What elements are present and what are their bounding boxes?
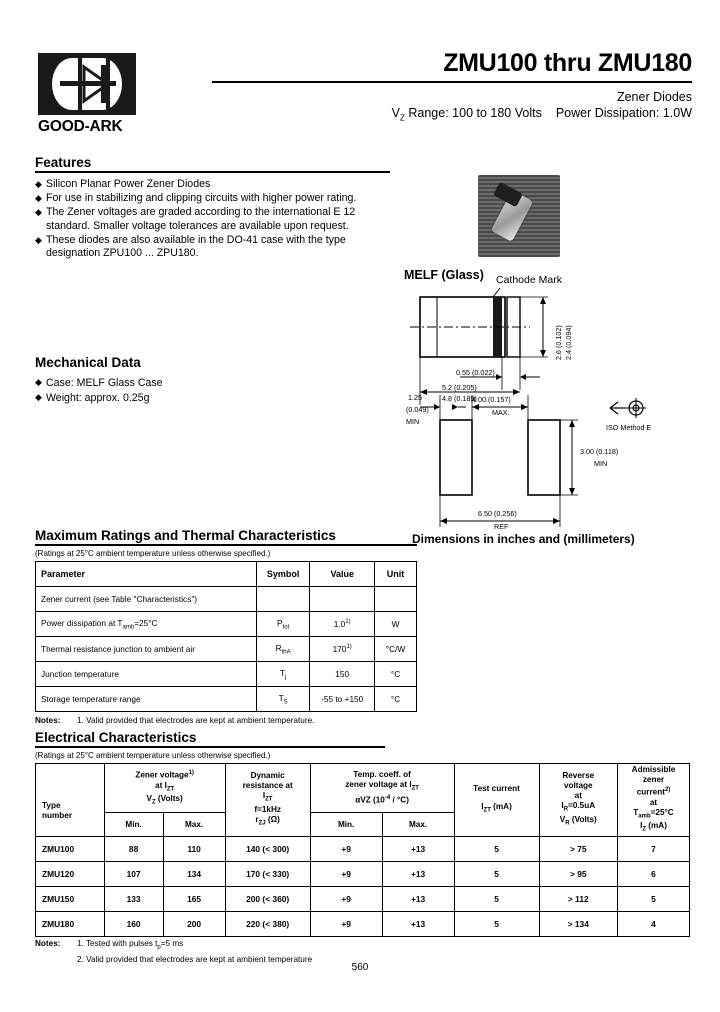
dim-pad-height: 3.00 (0.118) <box>580 447 619 456</box>
dim-pad-width: 1.25 <box>408 393 422 402</box>
table-row <box>36 912 690 937</box>
list-item <box>35 192 390 205</box>
table-row <box>36 587 417 612</box>
table-row <box>36 687 417 712</box>
list-item <box>35 206 390 232</box>
diamond-bullet-icon: ◆ <box>35 193 42 204</box>
cell-symbol: $R_{thA}$ <box>256 637 309 662</box>
table-row <box>36 612 417 637</box>
cell-vz-max: 134 <box>163 862 225 887</box>
cell-iz: 4 <box>618 912 690 937</box>
table-row <box>36 637 417 662</box>
diamond-bullet-icon: ◆ <box>35 179 42 189</box>
mechanical-data-section <box>35 355 285 406</box>
product-family: Zener Diodes <box>616 90 692 105</box>
dim-pad-span: 6.50 (0.256) <box>478 509 517 518</box>
cell-vz-max: 165 <box>163 887 225 912</box>
note-2: 2. Valid provided that electrodes are kept at ambient temperature <box>77 954 313 964</box>
max-ratings-notes <box>35 716 417 725</box>
cell-unit: °C <box>375 662 417 687</box>
diamond-bullet-icon: ◆ <box>35 392 42 402</box>
list-item <box>35 391 285 405</box>
dim-pad-span-note: REF <box>494 522 509 531</box>
dim-pad-gap-note: MAX. <box>492 408 510 417</box>
page-header <box>32 50 692 150</box>
mechanical-text: Case: MELF Glass Case <box>46 377 163 389</box>
feature-text: The Zener voltages are graded according to the international E 12 standard. Smaller voltage tolerances are available upon request. <box>46 206 356 232</box>
diode-logo-icon <box>38 53 136 115</box>
electrical-note: (Ratings at 25°C ambient temperature unless otherwise specified.) <box>35 751 271 760</box>
cell-iz: 6 <box>618 862 690 887</box>
cell-unit: °C/W <box>375 637 417 662</box>
list-item <box>35 376 285 390</box>
diamond-bullet-icon: ◆ <box>35 377 42 387</box>
cell-tc-min: +9 <box>310 837 382 862</box>
vz-range: $V_Z$ Range: 100 to 180 Volts <box>391 106 542 123</box>
cell-value: 150 <box>310 662 375 687</box>
page-number: 560 <box>351 962 369 973</box>
dim-height-2: 2.4 (0.094) <box>564 325 573 360</box>
note-1: 1. Tested with pulses $t_p=5$ ms <box>77 939 184 951</box>
cell-vz-max: 200 <box>163 912 225 937</box>
dimensions-caption: Dimensions in inches and (millimeters) <box>412 532 635 546</box>
dim-pad-gap: 4.00 (0.157) <box>472 395 511 404</box>
cell-value: -55 to +150 <box>310 687 375 712</box>
features-list <box>35 178 390 260</box>
cell-type: ZMU150 <box>36 887 105 912</box>
col-temp-coefficient: Temp. coeff. of zener voltage at $I_{ZT}$ αVZ $(10^{-4} / ^\circ C)$ <box>310 764 454 813</box>
cell-type: ZMU100 <box>36 837 105 862</box>
cell-rzj: 200 (< 360) <box>225 887 310 912</box>
col-zener-voltage: Zener voltage$^{1)}$ at $I_{ZT}$ $V_Z$ (Volts) <box>104 764 225 813</box>
dim-band-width: 0.55 (0.022) <box>456 368 495 377</box>
cell-vz-min: 160 <box>104 912 163 937</box>
dim-pad-width-note: MIN <box>406 417 420 426</box>
power-dissipation: Power Dissipation: 1.0W <box>555 106 692 121</box>
electrical-characteristics-section <box>35 730 690 937</box>
cell-symbol: $T_j$ <box>256 662 309 687</box>
col-tc-max: Max. <box>382 813 454 837</box>
dim-height-1: 2.6 (0.102) <box>554 325 563 360</box>
table-row <box>36 837 690 862</box>
cell-vz-min: 88 <box>104 837 163 862</box>
cell-vr: > 112 <box>539 887 617 912</box>
col-symbol: Symbol <box>256 562 309 587</box>
cell-tc-max: +13 <box>382 887 454 912</box>
cell-rzj: 140 (< 300) <box>225 837 310 862</box>
cell-type: ZMU120 <box>36 862 105 887</box>
electrical-heading: Electrical Characteristics <box>35 730 385 748</box>
cell-iz: 7 <box>618 837 690 862</box>
iso-method-label: ISO Method E <box>606 423 652 432</box>
col-unit: Unit <box>375 562 417 587</box>
cell-izt: 5 <box>454 837 539 862</box>
dim-pad-height-note: MIN <box>594 459 608 468</box>
col-reverse-voltage: Reverse voltage at $I_R=0.5uA$ $V_R$ (Volts) <box>539 764 617 837</box>
max-ratings-heading: Maximum Ratings and Thermal Characteristics <box>35 528 417 546</box>
notes-label: Notes: <box>35 716 61 725</box>
notes-label: Notes: <box>35 939 61 948</box>
table-header-row <box>36 562 417 587</box>
dim-length-max: 5.2 (0.205) <box>442 383 477 392</box>
dimension-drawing-svg <box>400 265 710 545</box>
cell-tc-max: +13 <box>382 862 454 887</box>
cell-parameter: Thermal resistance junction to ambient air <box>36 637 257 662</box>
cell-parameter: Zener current (see Table "Characteristics") <box>36 587 257 612</box>
cell-vr: > 95 <box>539 862 617 887</box>
feature-text: These diodes are also available in the DO-41 case with the type designation ZPU100 ... ZPU180. <box>46 233 346 260</box>
cell-value <box>310 587 375 612</box>
col-vz-min: Min. <box>104 813 163 837</box>
cell-tc-min: +9 <box>310 887 382 912</box>
cell-vr: > 75 <box>539 837 617 862</box>
cell-unit: W <box>375 612 417 637</box>
mechanical-text: Weight: approx. 0.25g <box>46 392 150 404</box>
cell-tc-max: +13 <box>382 912 454 937</box>
cell-parameter: Storage temperature range <box>36 687 257 712</box>
melf-package-photo <box>478 175 560 257</box>
cell-vz-min: 107 <box>104 862 163 887</box>
package-drawings <box>400 265 710 545</box>
col-test-current: Test current $I_{ZT}$ (mA) <box>454 764 539 837</box>
melf-label: MELF (Glass) <box>404 268 484 282</box>
cell-tc-min: +9 <box>310 862 382 887</box>
cell-tc-max: +13 <box>382 837 454 862</box>
dim-length-min: 4.8 (0.189) <box>442 394 477 403</box>
cell-symbol <box>256 587 309 612</box>
electrical-table <box>35 763 690 937</box>
cell-parameter: Junction temperature <box>36 662 257 687</box>
table-header-row <box>36 764 690 813</box>
list-item <box>35 234 390 260</box>
max-ratings-table <box>35 561 417 712</box>
cell-symbol: $T_S$ <box>256 687 309 712</box>
header-specs <box>212 106 692 123</box>
feature-text: For use in stabilizing and clipping circuits with higher power rating. <box>46 192 357 205</box>
table-row <box>36 662 417 687</box>
col-parameter: Parameter <box>36 562 257 587</box>
note-row <box>35 938 485 954</box>
cell-iz: 5 <box>618 887 690 912</box>
cell-izt: 5 <box>454 887 539 912</box>
col-dynamic-resistance: Dynamic resistance at $I_{ZT}$ f=1kHz $r_{ZJ}$ (Ω) <box>225 764 310 837</box>
title-area <box>212 50 692 123</box>
mechanical-heading: Mechanical Data <box>35 355 141 370</box>
mechanical-list <box>35 376 285 405</box>
diamond-bullet-icon: ◆ <box>35 234 42 245</box>
table-row <box>36 887 690 912</box>
cell-value: 1.0$^{1)}$ <box>310 612 375 637</box>
cell-type: ZMU180 <box>36 912 105 937</box>
col-type-number: Type number <box>36 764 105 837</box>
cell-vz-max: 110 <box>163 837 225 862</box>
list-item <box>35 178 390 191</box>
col-value: Value <box>310 562 375 587</box>
cell-value: 170$^{1)}$ <box>310 637 375 662</box>
col-vz-max: Max. <box>163 813 225 837</box>
cell-izt: 5 <box>454 862 539 887</box>
diamond-bullet-icon: ◆ <box>35 207 42 218</box>
cell-parameter: Power dissipation at $T_{amb}=25^\circ C$ <box>36 612 257 637</box>
title-divider <box>212 81 692 83</box>
company-logo <box>38 53 138 136</box>
cell-tc-min: +9 <box>310 912 382 937</box>
cell-rzj: 170 (< 330) <box>225 862 310 887</box>
dim-pad-width-2: (0.049) <box>406 405 429 414</box>
cell-rzj: 220 (< 380) <box>225 912 310 937</box>
features-heading: Features <box>35 155 390 173</box>
cell-vz-min: 133 <box>104 887 163 912</box>
cell-unit <box>375 587 417 612</box>
notes-text: 1. Valid provided that electrodes are kept at ambient temperature. <box>77 716 315 725</box>
page-title: ZMU100 thru ZMU180 <box>443 49 692 77</box>
max-ratings-note: (Ratings at 25°C ambient temperature unless otherwise specified.) <box>35 549 271 558</box>
table-row <box>36 862 690 887</box>
col-tc-min: Min. <box>310 813 382 837</box>
cell-symbol: $P_{tot}$ <box>256 612 309 637</box>
cell-unit: °C <box>375 687 417 712</box>
cathode-mark-label: Cathode Mark <box>496 274 562 286</box>
company-name: GOOD-ARK <box>38 118 123 135</box>
cell-vr: > 134 <box>539 912 617 937</box>
max-ratings-section <box>35 528 417 725</box>
col-admissible-current: Admissible zener current$^{2)}$ at $T_{amb}=25^\circ C$ $I_Z$ (mA) <box>618 764 690 837</box>
feature-text: Silicon Planar Power Zener Diodes <box>46 178 211 190</box>
features-section <box>35 155 390 261</box>
cell-izt: 5 <box>454 912 539 937</box>
